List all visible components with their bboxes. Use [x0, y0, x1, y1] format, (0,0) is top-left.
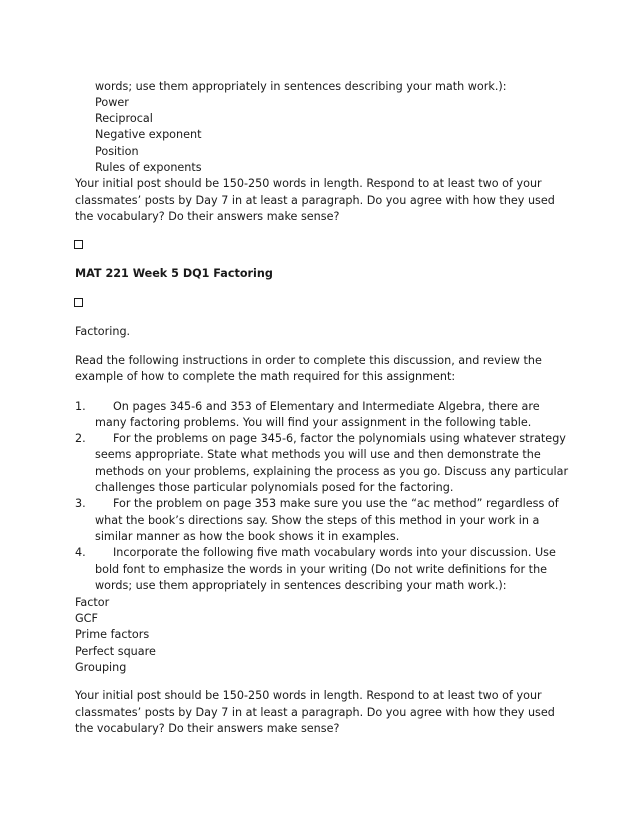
list-item-line: bold font to emphasize the words in your writing (Do not write definitions for the — [95, 563, 548, 576]
post-line: classmates’ posts by Day 7 in at least a paragraph. Do you agree with how they used — [75, 706, 555, 719]
vocab-item: Prime factors — [75, 628, 150, 641]
instructions-line: example of how to complete the math required for this assignment: — [75, 370, 456, 383]
vocab-item: Position — [95, 145, 139, 158]
vocab-item: Reciprocal — [95, 112, 153, 125]
square-bullet-icon — [74, 298, 83, 307]
list-number: 2. — [75, 432, 86, 445]
list-item-first-line: For the problem on page 353 make sure you use the “ac method” regardless of — [113, 497, 559, 510]
list-number: 1. — [75, 400, 86, 413]
vocab-item: Perfect square — [75, 645, 156, 658]
list-item-first-line: For the problems on page 345-6, factor the polynomials using whatever strategy — [113, 432, 566, 445]
post-line: Your initial post should be 150-250 words in length. Respond to at least two of your — [75, 689, 542, 702]
vocab-item: Grouping — [75, 661, 127, 674]
list-item-line: methods on your problems, explaining the process as you go. Discuss any particular — [95, 465, 569, 478]
list-item-line: what the book’s directions say. Show the steps of this method in your work in a — [95, 514, 540, 527]
list-number: 3. — [75, 497, 86, 510]
list-item-first-line: Incorporate the following five math vocabulary words into your discussion. Use — [113, 546, 556, 559]
list-item-line: seems appropriate. State what methods you will use and then demonstrate the — [95, 448, 541, 461]
list-number: 4. — [75, 546, 86, 559]
vocab-item: GCF — [75, 612, 98, 625]
intro-text: Factoring. — [75, 325, 131, 338]
vocab-item: Factor — [75, 596, 110, 609]
post-line: the vocabulary? Do their answers make sense? — [75, 722, 340, 735]
vocab-item: Power — [95, 96, 129, 109]
list-item-first-line: On pages 345-6 and 353 of Elementary and Intermediate Algebra, there are — [113, 400, 540, 413]
list-item-line: challenges those particular polynomials posed for the factoring. — [95, 481, 454, 494]
continued-line: words; use them appropriately in sentences describing your math work.): — [95, 80, 507, 93]
list-item-line: words; use them appropriately in sentences describing your math work.): — [95, 579, 507, 592]
list-item-line: similar manner as how the book shows it in examples. — [95, 530, 400, 543]
post-line: the vocabulary? Do their answers make sense? — [75, 210, 340, 223]
instructions-line: Read the following instructions in order to complete this discussion, and review the — [75, 354, 542, 367]
vocab-item: Negative exponent — [95, 128, 202, 141]
post-line: classmates’ posts by Day 7 in at least a paragraph. Do you agree with how they used — [75, 194, 555, 207]
post-line: Your initial post should be 150-250 words in length. Respond to at least two of your — [75, 177, 542, 190]
square-bullet-icon — [74, 240, 83, 249]
list-item-line: many factoring problems. You will find your assignment in the following table. — [95, 416, 532, 429]
vocab-item: Rules of exponents — [95, 161, 202, 174]
section-heading: MAT 221 Week 5 DQ1 Factoring — [75, 267, 273, 280]
